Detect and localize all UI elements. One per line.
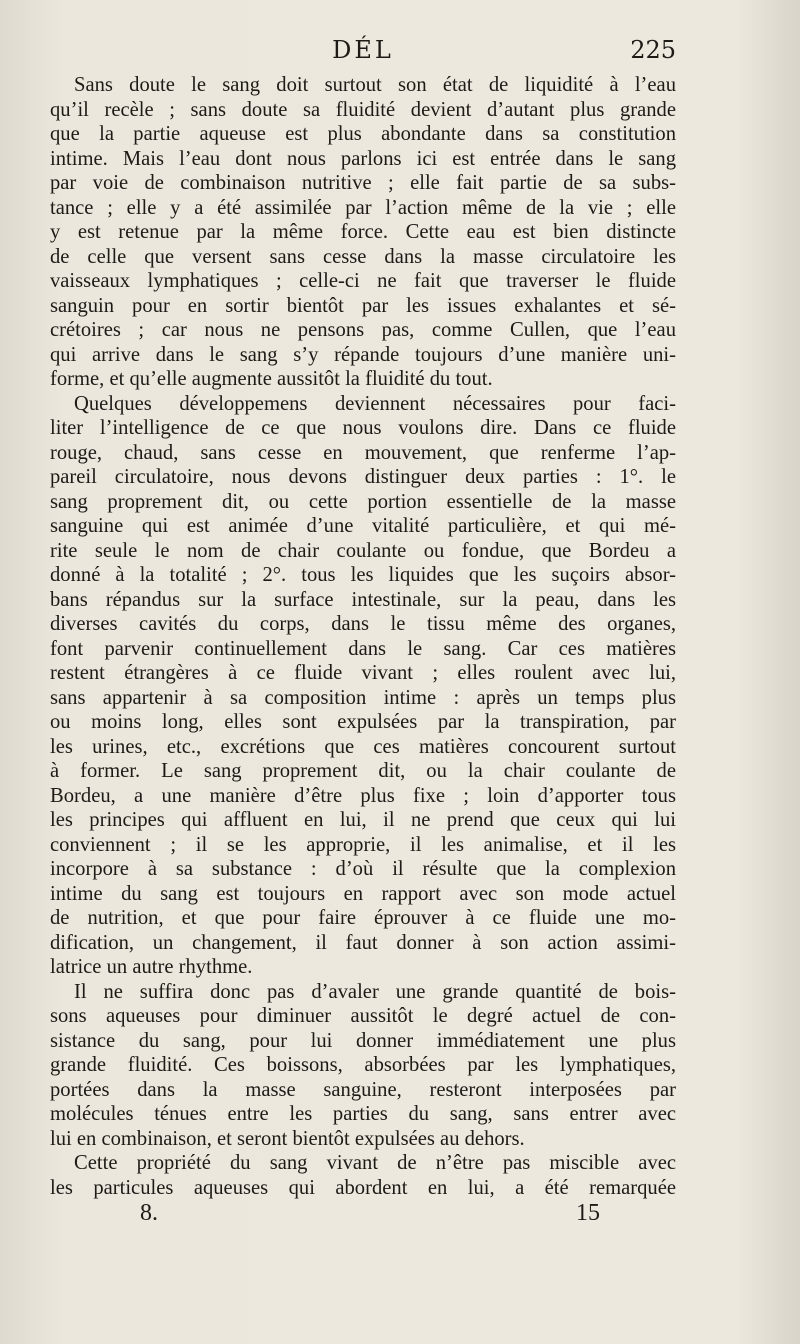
page-header (50, 36, 676, 70)
text-line: que la partie aqueuse est plus abondante dans sa constitution (50, 123, 676, 145)
text-line: font parvenir continuellement dans le sang. Car ces matières (50, 637, 676, 660)
text-line: ou moins long, elles sont expulsées par la transpiration, par (50, 711, 676, 733)
text-line: de nutrition, et que pour faire éprouver à ce fluide une mo- (50, 907, 676, 929)
text-line: intime. Mais l’eau dont nous parlons ici est entrée dans le sang (50, 147, 676, 170)
page-number: 225 (630, 36, 676, 64)
text-line: Il ne suffira donc pas d’avaler une grande quantité de bois- (74, 980, 676, 1003)
text-line: sang proprement dit, ou cette portion essentielle de la masse (50, 490, 676, 513)
text-line: molécules ténues entre les parties du sang, sans entrer avec (50, 1103, 676, 1125)
text-line: les urines, etc., excrétions que ces matières concourent surtout (50, 735, 676, 758)
text-line: Quelques développemens deviennent nécessaires pour faci- (74, 392, 676, 415)
text-line: qu’il recèle ; sans doute sa fluidité devient d’autant plus grande (50, 98, 676, 121)
text-line: par voie de combinaison nutritive ; elle fait partie de sa subs- (50, 172, 676, 194)
text-line: latrice un autre rhythme. (50, 956, 253, 978)
text-line: restent étrangères à ce fluide vivant ; elles roulent avec lui, (50, 662, 676, 684)
text-line: forme, et qu’elle augmente aussitôt la fluidité du tout. (50, 368, 493, 390)
text-line: sans appartenir à sa composition intime : après un temps plus (50, 686, 676, 709)
text-line: donné à la totalité ; 2°. tous les liquides que les suçoirs absor- (50, 564, 676, 586)
text-line: sons aqueuses pour diminuer aussitôt le degré actuel de con- (50, 1005, 676, 1027)
text-line: les principes qui affluent en lui, il ne prend que ceux qui lui (50, 809, 676, 831)
text-line: vaisseaux lymphatiques ; celle-ci ne fait que traverser le fluide (50, 270, 676, 292)
text-line: sanguine qui est animée d’une vitalité particulière, et qui mé- (50, 515, 676, 537)
text-line: liter l’intelligence de ce que nous voulons dire. Dans ce fluide (50, 417, 676, 439)
text-line: Bordeu, a une manière d’être plus fixe ; loin d’apporter tous (50, 784, 676, 807)
text-line: les particules aqueuses qui abordent en lui, a été remarquée (50, 1176, 676, 1199)
text-line: incorpore à sa substance : d’où il résulte que la complexion (50, 858, 676, 880)
text-line: sanguin pour en sortir bientôt par les issues exhalantes et sé- (50, 294, 676, 317)
text-line: bans répandus sur la surface intestinale, sur la peau, dans les (50, 588, 676, 611)
text-line: de celle que versent sans cesse dans la masse circulatoire les (50, 245, 676, 268)
text-line: à former. Le sang proprement dit, ou la chair coulante de (50, 760, 676, 782)
running-head: DÉL (332, 36, 394, 64)
page-footer (140, 1200, 600, 1232)
text-line: Cette propriété du sang vivant de n’être pas miscible avec (74, 1152, 676, 1174)
text-line: rite seule le nom de chair coulante ou fondue, que Bordeu a (50, 539, 676, 562)
signature-mark: 8. (140, 1200, 158, 1226)
text-line: dification, un changement, il faut donner à son action assimi- (50, 931, 676, 954)
text-line: tance ; elle y a été assimilée par l’action même de la vie ; elle (50, 196, 676, 219)
body-text (50, 73, 676, 1200)
footer-sheet-number: 15 (576, 1200, 600, 1226)
text-line: conviennent ; il se les approprie, il les animalise, et il les (50, 833, 676, 856)
text-line: crétoires ; car nous ne pensons pas, comme Cullen, que l’eau (50, 319, 676, 341)
text-line: qui arrive dans le sang s’y répande toujours d’une manière uni- (50, 343, 676, 366)
text-line: Sans doute le sang doit surtout son état de liquidité à l’eau (74, 74, 676, 96)
text-line: y est retenue par la même force. Cette eau est bien distincte (50, 221, 676, 243)
text-line: grande fluidité. Ces boissons, absorbées par les lymphatiques, (50, 1054, 676, 1076)
text-line: intime du sang est toujours en rapport avec son mode actuel (50, 882, 676, 905)
text-line: diverses cavités du corps, dans le tissu même des organes, (50, 613, 676, 635)
text-line: sistance du sang, pour lui donner immédiatement une plus (50, 1029, 676, 1052)
text-line: rouge, chaud, sans cesse en mouvement, que renferme l’ap- (50, 441, 676, 464)
text-line: pareil circulatoire, nous devons distinguer deux parties : 1°. le (50, 466, 676, 488)
text-line: portées dans la masse sanguine, resteront interposées par (50, 1078, 676, 1101)
text-line: lui en combinaison, et seront bientôt expulsées au dehors. (50, 1127, 525, 1150)
